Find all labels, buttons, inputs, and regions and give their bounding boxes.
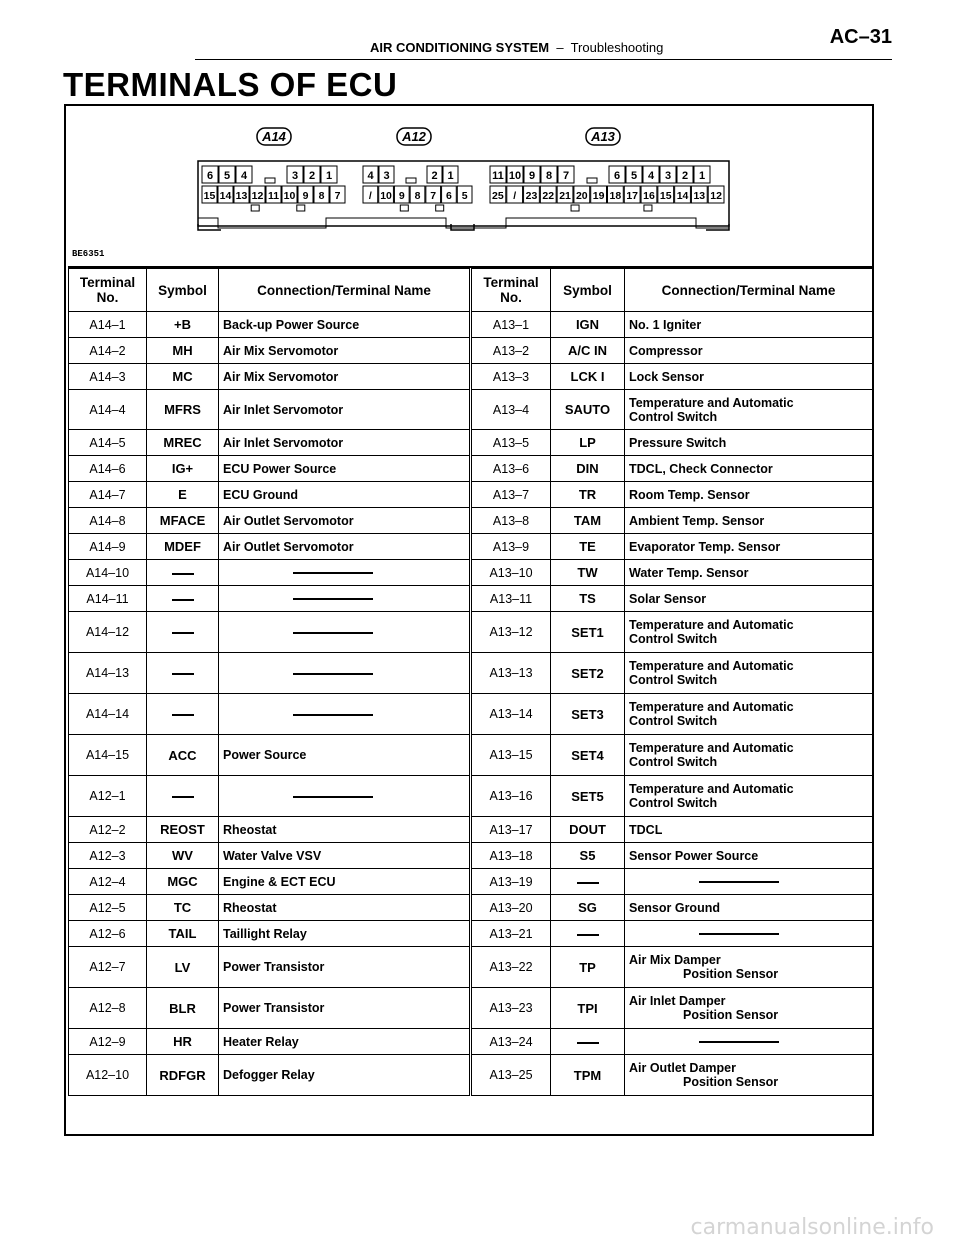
terminal-name-right: Room Temp. Sensor [625, 482, 873, 508]
table-row [69, 364, 873, 390]
symbol-right: DOUT [551, 817, 625, 843]
latch [571, 205, 579, 211]
terminal-name-right: No. 1 Igniter [625, 312, 873, 338]
figure-id: BE6351 [72, 249, 105, 259]
symbol-left [147, 586, 219, 612]
terminal-name-left: ECU Power Source [219, 456, 471, 482]
terminal-name-right: TDCL [625, 817, 873, 843]
pin-label: 7 [430, 190, 437, 202]
symbol-left: E [147, 482, 219, 508]
terminal-no-right: A13–24 [471, 1029, 551, 1055]
pin-label: 11 [267, 190, 280, 202]
svg-text:A12: A12 [402, 129, 426, 144]
terminal-name-right: Temperature and Automatic Control Switch [625, 694, 873, 735]
symbol-left: REOST [147, 817, 219, 843]
terminal-no-left: A14–12 [69, 612, 147, 653]
terminal-name-left: ECU Ground [219, 482, 471, 508]
terminal-no-right: A13–22 [471, 947, 551, 988]
terminal-no-right: A13–15 [471, 735, 551, 776]
terminal-name-right: Temperature and Automatic Control Switch [625, 653, 873, 694]
key-slot [265, 178, 275, 183]
terminal-name-right: Compressor [625, 338, 873, 364]
terminal-name-left [219, 776, 471, 817]
terminal-no-right: A13–1 [471, 312, 551, 338]
symbol-right: SET1 [551, 612, 625, 653]
table-row [69, 776, 873, 817]
page-number: AC–31 [829, 26, 892, 48]
connector-diagram [66, 106, 872, 266]
terminal-name-right: Air Inlet Damper Position Sensor [625, 988, 873, 1029]
pin-label: 9 [302, 190, 309, 202]
symbol-right: LP [551, 430, 625, 456]
symbol-right: TR [551, 482, 625, 508]
table-row [69, 869, 873, 895]
connector-label-a14 [257, 128, 291, 145]
page-title: TERMINALS OF ECU [63, 66, 398, 103]
terminal-name-left: Power Transistor [219, 988, 471, 1029]
terminal-name-right: Temperature and Automatic Control Switch [625, 776, 873, 817]
terminal-no-left: A14–1 [69, 312, 147, 338]
terminal-name-left: Defogger Relay [219, 1055, 471, 1096]
table-row [69, 988, 873, 1029]
symbol-left: ACC [147, 735, 219, 776]
pin-label: 8 [414, 190, 421, 202]
col-header-symbol-left: Symbol [147, 269, 219, 312]
terminal-name-left: Power Transistor [219, 947, 471, 988]
symbol-right: TE [551, 534, 625, 560]
symbol-left: LV [147, 947, 219, 988]
terminal-no-left: A14–4 [69, 390, 147, 430]
pin-label: 6 [206, 170, 214, 182]
symbol-right [551, 1029, 625, 1055]
col-header-symbol-right: Symbol [551, 269, 625, 312]
terminal-name-left: Back-up Power Source [219, 312, 471, 338]
terminal-no-right: A13–11 [471, 586, 551, 612]
symbol-right: IGN [551, 312, 625, 338]
terminal-name-left [219, 586, 471, 612]
symbol-right: A/C IN [551, 338, 625, 364]
terminal-name-left: Power Source [219, 735, 471, 776]
terminal-no-left: A12–8 [69, 988, 147, 1029]
pin-label: 19 [592, 190, 605, 202]
symbol-right [551, 921, 625, 947]
table-row [69, 653, 873, 694]
terminal-name-left: Air Inlet Servomotor [219, 430, 471, 456]
terminal-name-right: Ambient Temp. Sensor [625, 508, 873, 534]
pin-label: 2 [681, 170, 689, 182]
terminal-no-right: A13–23 [471, 988, 551, 1029]
terminal-name-left: Taillight Relay [219, 921, 471, 947]
key-slot [587, 178, 597, 183]
terminal-name-right [625, 1029, 873, 1055]
symbol-left [147, 653, 219, 694]
terminal-no-right: A13–10 [471, 560, 551, 586]
latch [644, 205, 652, 211]
symbol-right: SET2 [551, 653, 625, 694]
terminal-name-left: Air Outlet Servomotor [219, 534, 471, 560]
symbol-left: BLR [147, 988, 219, 1029]
symbol-right: SG [551, 895, 625, 921]
col-header-name-right: Connection/Terminal Name [625, 269, 873, 312]
pin-label: 20 [575, 190, 588, 202]
latch [436, 205, 444, 211]
pin-label: 15 [659, 190, 672, 202]
table-row [69, 312, 873, 338]
pin-label: 18 [609, 190, 622, 202]
pin-label: 5 [223, 170, 231, 182]
terminal-name-right: Water Temp. Sensor [625, 560, 873, 586]
header-rule [195, 59, 892, 60]
symbol-left: TC [147, 895, 219, 921]
symbol-right: TW [551, 560, 625, 586]
terminal-no-right: A13–13 [471, 653, 551, 694]
col-header-name-left: Connection/Terminal Name [219, 269, 471, 312]
terminal-no-left: A12–1 [69, 776, 147, 817]
symbol-left: MFACE [147, 508, 219, 534]
symbol-right: TAM [551, 508, 625, 534]
terminal-no-right: A13–16 [471, 776, 551, 817]
terminal-no-left: A12–3 [69, 843, 147, 869]
terminal-no-right: A13–5 [471, 430, 551, 456]
terminal-name-right: Pressure Switch [625, 430, 873, 456]
pin-label: 4 [367, 170, 374, 182]
symbol-right: LCK I [551, 364, 625, 390]
terminal-no-right: A13–12 [471, 612, 551, 653]
pin-label: 16 [643, 190, 655, 202]
terminal-no-left: A12–7 [69, 947, 147, 988]
terminal-no-right: A13–20 [471, 895, 551, 921]
pin-label: / [368, 190, 372, 202]
pin-label: 8 [545, 170, 553, 182]
symbol-left: IG+ [147, 456, 219, 482]
symbol-left [147, 776, 219, 817]
terminal-no-left: A14–8 [69, 508, 147, 534]
pin-label: 17 [626, 190, 639, 202]
symbol-left: HR [147, 1029, 219, 1055]
terminal-no-left: A14–14 [69, 694, 147, 735]
pin-label: 1 [447, 170, 454, 182]
latch [400, 205, 408, 211]
terminal-no-left: A12–5 [69, 895, 147, 921]
page-header [0, 0, 960, 60]
mounting-tabs [198, 224, 729, 230]
col-header-terminal-right: Terminal No. [471, 269, 551, 312]
pin-label: 14 [676, 190, 689, 202]
terminal-name-left [219, 694, 471, 735]
terminal-name-left: Rheostat [219, 817, 471, 843]
pin-label: 5 [630, 170, 638, 182]
symbol-left [147, 694, 219, 735]
symbol-right: DIN [551, 456, 625, 482]
col-header-terminal-left: Terminal No. [69, 269, 147, 312]
symbol-left: +B [147, 312, 219, 338]
pin-label: 21 [559, 190, 571, 202]
header-title: AIR CONDITIONING SYSTEM – Troubleshooting [370, 40, 664, 55]
pin-label: 1 [325, 170, 333, 182]
pin-label: 15 [203, 190, 216, 202]
table-row [69, 843, 873, 869]
pin-label: 3 [664, 170, 672, 182]
terminal-no-left: A14–11 [69, 586, 147, 612]
table-row [69, 456, 873, 482]
terminal-no-right: A13–19 [471, 869, 551, 895]
table-row [69, 390, 873, 430]
symbol-left: MFRS [147, 390, 219, 430]
terminal-no-right: A13–7 [471, 482, 551, 508]
svg-text:A13: A13 [591, 129, 615, 144]
pin-label: 22 [542, 190, 555, 202]
terminal-no-right: A13–8 [471, 508, 551, 534]
table-row [69, 508, 873, 534]
terminal-no-left: A14–13 [69, 653, 147, 694]
table-row [69, 694, 873, 735]
pin-label: 2 [308, 170, 316, 182]
terminal-name-right: Solar Sensor [625, 586, 873, 612]
terminal-no-left: A14–6 [69, 456, 147, 482]
table-row [69, 612, 873, 653]
terminal-no-left: A14–2 [69, 338, 147, 364]
symbol-right [551, 869, 625, 895]
terminal-no-right: A13–2 [471, 338, 551, 364]
pin-label: 10 [380, 190, 392, 202]
terminal-name-right: Temperature and Automatic Control Switch [625, 735, 873, 776]
symbol-left: MGC [147, 869, 219, 895]
pin-label: 13 [235, 190, 248, 202]
pin-label: 4 [647, 170, 655, 182]
pin-label: 3 [291, 170, 299, 182]
key-slot [406, 178, 416, 183]
latch [251, 205, 259, 211]
pin-label: 6 [446, 190, 452, 202]
latch [297, 205, 305, 211]
terminal-name-left: Rheostat [219, 895, 471, 921]
pin-label: 10 [508, 170, 522, 182]
connector-label-a12 [397, 128, 431, 145]
symbol-left: WV [147, 843, 219, 869]
svg-text:A14: A14 [262, 129, 286, 144]
terminal-no-left: A12–10 [69, 1055, 147, 1096]
table-row [69, 1029, 873, 1055]
pin-label: 2 [431, 170, 438, 182]
symbol-left: MC [147, 364, 219, 390]
pin-label: 5 [461, 190, 468, 202]
connector-label-a13 [586, 128, 620, 145]
symbol-left [147, 560, 219, 586]
symbol-right: SET3 [551, 694, 625, 735]
terminal-no-right: A13–25 [471, 1055, 551, 1096]
terminal-table [68, 266, 872, 1096]
terminal-no-left: A12–2 [69, 817, 147, 843]
table-row [69, 947, 873, 988]
terminal-no-right: A13–3 [471, 364, 551, 390]
pin-label: 23 [525, 190, 538, 202]
terminal-name-right: Temperature and Automatic Control Switch [625, 612, 873, 653]
symbol-right: SET4 [551, 735, 625, 776]
symbol-left: MREC [147, 430, 219, 456]
pin-label: 25 [492, 190, 504, 202]
terminal-name-right: Air Outlet Damper Position Sensor [625, 1055, 873, 1096]
symbol-left: RDFGR [147, 1055, 219, 1096]
terminal-name-right [625, 921, 873, 947]
terminal-name-right: Evaporator Temp. Sensor [625, 534, 873, 560]
pin-label: 11 [492, 170, 504, 182]
terminal-no-right: A13–9 [471, 534, 551, 560]
terminal-name-left: Air Inlet Servomotor [219, 390, 471, 430]
table-row [69, 817, 873, 843]
terminal-name-right: Sensor Ground [625, 895, 873, 921]
terminal-name-left [219, 653, 471, 694]
table-row [69, 1055, 873, 1096]
table-row [69, 430, 873, 456]
pin-label: 12 [251, 190, 264, 202]
symbol-right: TPI [551, 988, 625, 1029]
terminal-name-left: Heater Relay [219, 1029, 471, 1055]
pin-label: 6 [613, 170, 621, 182]
terminal-name-right: TDCL, Check Connector [625, 456, 873, 482]
terminals-figure [64, 104, 874, 1136]
symbol-right: S5 [551, 843, 625, 869]
pin-label: 1 [698, 170, 706, 182]
pin-label: 4 [240, 170, 248, 182]
terminal-no-right: A13–4 [471, 390, 551, 430]
terminal-name-left: Engine & ECT ECU [219, 869, 471, 895]
terminal-no-right: A13–14 [471, 694, 551, 735]
terminal-no-left: A14–9 [69, 534, 147, 560]
pin-label: 9 [528, 170, 536, 182]
terminal-no-left: A14–7 [69, 482, 147, 508]
pin-label: 10 [283, 190, 296, 202]
table-row [69, 534, 873, 560]
symbol-left [147, 612, 219, 653]
symbol-right: TP [551, 947, 625, 988]
table-row [69, 921, 873, 947]
pin-label: 9 [398, 190, 405, 202]
terminal-name-right [625, 869, 873, 895]
terminal-name-left: Air Mix Servomotor [219, 338, 471, 364]
terminal-no-right: A13–6 [471, 456, 551, 482]
terminal-name-right: Lock Sensor [625, 364, 873, 390]
terminal-name-left [219, 612, 471, 653]
terminal-no-left: A14–3 [69, 364, 147, 390]
table-row [69, 735, 873, 776]
pin-label: 7 [334, 190, 341, 202]
terminal-name-right: Air Mix Damper Position Sensor [625, 947, 873, 988]
terminal-no-left: A12–6 [69, 921, 147, 947]
pin-label: 8 [318, 190, 325, 202]
table-row [69, 895, 873, 921]
terminal-no-left: A12–9 [69, 1029, 147, 1055]
terminal-name-left: Air Mix Servomotor [219, 364, 471, 390]
terminal-name-left: Air Outlet Servomotor [219, 508, 471, 534]
pin-label: 13 [693, 190, 706, 202]
terminal-no-right: A13–21 [471, 921, 551, 947]
table-header-row [69, 269, 873, 312]
table-row [69, 338, 873, 364]
symbol-right: SAUTO [551, 390, 625, 430]
pin-label: 7 [562, 170, 570, 182]
terminal-name-right: Sensor Power Source [625, 843, 873, 869]
terminal-no-left: A12–4 [69, 869, 147, 895]
symbol-right: TPM [551, 1055, 625, 1096]
pin-label: 3 [383, 170, 390, 182]
terminal-no-right: A13–17 [471, 817, 551, 843]
symbol-left: MH [147, 338, 219, 364]
symbol-right: TS [551, 586, 625, 612]
terminal-no-left: A14–5 [69, 430, 147, 456]
pin-label: / [513, 190, 517, 202]
terminal-no-right: A13–18 [471, 843, 551, 869]
symbol-right: SET5 [551, 776, 625, 817]
pin-label: 12 [710, 190, 722, 202]
symbol-left: TAIL [147, 921, 219, 947]
table-row [69, 560, 873, 586]
terminal-name-right: Temperature and Automatic Control Switch [625, 390, 873, 430]
terminal-name-left: Water Valve VSV [219, 843, 471, 869]
watermark: carmanualsonline.info [690, 1215, 934, 1240]
pin-label: 14 [219, 190, 232, 202]
terminal-no-left: A14–10 [69, 560, 147, 586]
terminal-no-left: A14–15 [69, 735, 147, 776]
symbol-left: MDEF [147, 534, 219, 560]
table-row [69, 586, 873, 612]
terminal-name-left [219, 560, 471, 586]
table-row [69, 482, 873, 508]
